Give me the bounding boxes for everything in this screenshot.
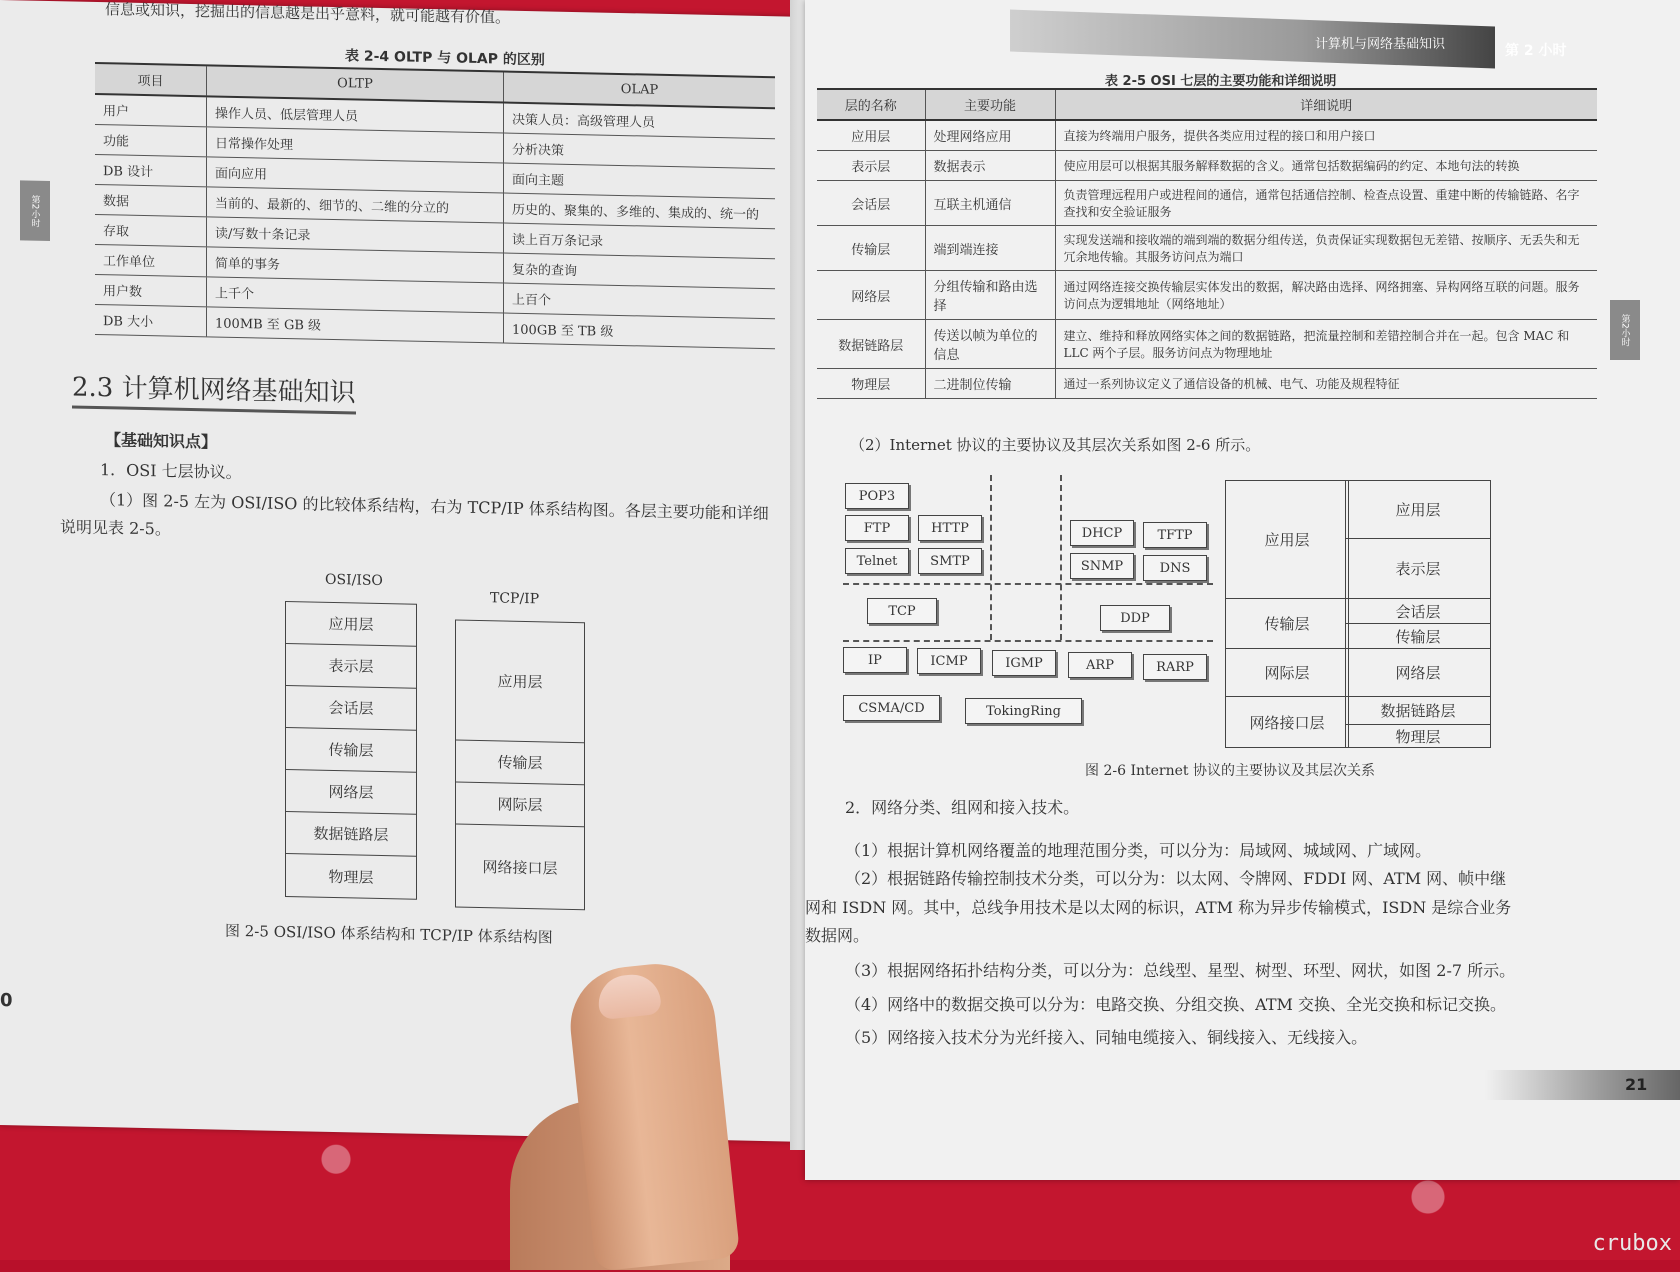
- para-2-2b: 网和 ISDN 网。其中，总线争用技术是以太网的标识，ATM 称为异步传输模式，ISDN 是综合业务: [805, 898, 1512, 917]
- table-row: [817, 226, 1597, 271]
- cell: 100MB 至 GB 级: [207, 307, 504, 343]
- cell: 操作人员、低层管理人员: [207, 96, 504, 133]
- divider-line: [843, 583, 1213, 585]
- watermark: crubox: [1592, 1231, 1672, 1256]
- header-hour: 第 2 小时: [1505, 43, 1567, 59]
- cell: 数据: [95, 184, 207, 216]
- table-row: [817, 271, 1597, 320]
- left-page: [0, 0, 815, 1142]
- th-layer-name: 层的名称: [817, 89, 925, 120]
- osi-layer: 会话层: [286, 686, 416, 731]
- table-row: [817, 120, 1597, 151]
- knowledge-point-title: 【基础知识点】: [105, 430, 218, 452]
- cell: 互联主机通信: [925, 181, 1055, 226]
- cell: 表示层: [817, 151, 925, 181]
- osi-layer: 会话层: [1346, 599, 1490, 624]
- protocol-tcp: TCP: [867, 598, 937, 624]
- protocol-pop3: POP3: [845, 483, 909, 509]
- cell: 网络层: [817, 271, 925, 320]
- protocol-snmp: SNMP: [1070, 553, 1134, 579]
- tcpip-layer: 传输层: [456, 741, 584, 786]
- cell: 工作单位: [95, 244, 207, 276]
- protocol-csma-cd: CSMA/CD: [843, 695, 940, 721]
- cell: 功能: [95, 124, 207, 156]
- para-2-5: （5）网络接入技术分为光纤接入、同轴电缆接入、铜线接入、无线接入。: [845, 1028, 1368, 1047]
- cell: 面向主题: [504, 163, 776, 199]
- th-item: 项目: [95, 63, 207, 96]
- cell: 历史的、聚集的、多维的、集成的、统一的: [504, 193, 776, 229]
- protocol-icmp: ICMP: [917, 648, 981, 674]
- cell: 数据表示: [925, 151, 1055, 181]
- cell: 分析决策: [504, 133, 776, 169]
- tcpip-layer: 传输层: [1226, 599, 1348, 649]
- cell: 用户数: [95, 274, 207, 306]
- divider-line: [990, 475, 992, 640]
- cell: 面向应用: [207, 157, 504, 193]
- item-1: 1．OSI 七层协议。: [100, 460, 242, 483]
- para-2: （2）Internet 协议的主要协议及其层次关系如图 2-6 所示。: [850, 436, 1261, 454]
- osi-layer: 物理层: [328, 867, 374, 887]
- cell: 日常操作处理: [207, 127, 504, 163]
- para-1-line-2: 说明见表 2-5。: [60, 517, 171, 539]
- cell: 使应用层可以根据其服务解释数据的含义。通常包括数据编码的约定、本地句法的转换: [1055, 151, 1597, 181]
- cell: 会话层: [817, 181, 925, 226]
- para-2-2a: （2）根据链路传输控制技术分类，可以分为：以太网、令牌网、FDDI 网、ATM 网、帧中继: [845, 869, 1507, 888]
- protocol-ddp: DDP: [1100, 605, 1170, 631]
- fig-2-6-tcpip-stack: [1225, 480, 1349, 748]
- header-text: 计算机与网络基础知识: [1315, 37, 1446, 52]
- left-top-line: 信息或知识，挖掘出的信息越是出乎意料，就可能越有价值。: [105, 0, 511, 27]
- cell: 读/写数十条记录: [207, 217, 504, 253]
- osi-layer: 应用层: [1346, 481, 1490, 539]
- cell: 简单的事务: [207, 247, 504, 283]
- table-2-4: [95, 62, 775, 349]
- cell: 传送以帧为单位的信息: [925, 320, 1055, 369]
- protocol-ftp: FTP: [845, 515, 909, 541]
- cell: 100GB 至 TB 级: [504, 313, 776, 349]
- tcpip-label: TCP/IP: [490, 590, 540, 608]
- para-2-3: （3）根据网络拓扑结构分类，可以分为：总线型、星型、树型、环型、网状，如图 2-7 所示。: [845, 961, 1516, 980]
- protocol-token-ring: TokingRing: [965, 698, 1082, 724]
- protocol-ip: IP: [843, 647, 907, 673]
- cell: 复杂的查询: [504, 253, 776, 289]
- table-row: [817, 151, 1597, 181]
- tcpip-layer: 网际层: [456, 783, 584, 828]
- osi-layer: 数据链路层: [286, 812, 416, 857]
- protocol-http: HTTP: [918, 515, 982, 541]
- table-row: [817, 369, 1597, 399]
- protocol-smtp: SMTP: [918, 548, 982, 574]
- cell: 端到端连接: [925, 226, 1055, 271]
- cell: 决策人员：高级管理人员: [504, 103, 776, 139]
- osi-layer: 传输层: [1346, 624, 1490, 649]
- osi-layer: 传输层: [286, 728, 416, 773]
- cell: DB 大小: [95, 304, 207, 336]
- cell: 传输层: [817, 226, 925, 271]
- protocol-arp: ARP: [1068, 652, 1132, 678]
- table-row: [817, 181, 1597, 226]
- right-side-tab: 第2小时: [1610, 300, 1640, 360]
- th-oltp: OLTP: [207, 65, 504, 102]
- osi-layer: 数据链路层: [1346, 697, 1490, 725]
- cell: 二进制位传输: [925, 369, 1055, 399]
- right-page: [805, 0, 1680, 1180]
- osi-layer: 网络层: [1346, 649, 1490, 697]
- fig-2-6-osi-stack: [1345, 480, 1491, 748]
- th-olap: OLAP: [504, 72, 776, 109]
- item-2: 2．网络分类、组网和接入技术。: [845, 798, 1080, 817]
- tcpip-stack-fig-2-5: [455, 620, 585, 911]
- fig-2-5-caption: 图 2-5 OSI/ISO 体系结构和 TCP/IP 体系结构图: [225, 921, 553, 947]
- cell: 应用层: [817, 120, 925, 151]
- cell: 分组传输和路由选择: [925, 271, 1055, 320]
- table-row: [817, 320, 1597, 369]
- para-2-4: （4）网络中的数据交换可以分为：电路交换、分组交换、ATM 交换、全光交换和标记交换。: [845, 995, 1507, 1014]
- table-2-5-title: 表 2-5 OSI 七层的主要功能和详细说明: [1105, 74, 1337, 89]
- table-2-4-title: 表 2-4 OLTP 与 OLAP 的区别: [345, 48, 545, 69]
- cell: 上千个: [207, 277, 504, 313]
- cell: 直接为终端用户服务，提供各类应用过程的接口和用户接口: [1055, 120, 1597, 151]
- cell: 读上百万条记录: [504, 223, 776, 259]
- table-2-5: [817, 88, 1597, 399]
- para-1-line-1: （1）图 2-5 左为 OSI/ISO 的比较体系结构，右为 TCP/IP 体系结构图。各层主要功能和详细: [100, 490, 769, 524]
- tcpip-layer: 应用层: [456, 621, 584, 744]
- cell: 通过网络连接交换传输层实体发出的数据，解决路由选择、网络拥塞、异构网络互联的问题。服务访问点为逻辑地址（网络地址）: [1055, 271, 1597, 320]
- left-side-tab: 第2小时: [20, 180, 50, 241]
- cell: 当前的、最新的、细节的、二维的分立的: [207, 187, 504, 223]
- footer-bar: [1485, 1070, 1680, 1100]
- osi-layer: 应用层: [286, 602, 416, 647]
- osi-layer: 表示层: [286, 644, 416, 689]
- tcpip-layer: 网际层: [1226, 649, 1348, 697]
- protocol-tftp: TFTP: [1143, 522, 1207, 548]
- cell: 存取: [95, 214, 207, 246]
- protocol-igmp: IGMP: [992, 650, 1056, 676]
- section-title: 2.3 计算机网络基础知识: [72, 367, 356, 415]
- osi-layer: 表示层: [1346, 539, 1490, 599]
- para-2-1: （1）根据计算机网络覆盖的地理范围分类，可以分为：局域网、城域网、广域网。: [845, 841, 1432, 860]
- osi-layer: 网络层: [286, 770, 416, 815]
- protocol-telnet: Telnet: [845, 548, 909, 574]
- th-main-function: 主要功能: [925, 89, 1055, 120]
- osi-layer: 物理层: [1395, 727, 1441, 746]
- cell: 物理层: [817, 369, 925, 399]
- divider-line: [1060, 475, 1062, 640]
- cell: DB 设计: [95, 154, 207, 186]
- right-page-number: 21: [1625, 1075, 1648, 1094]
- cell: 通过一系列协议定义了通信设备的机械、电气、功能及规程特征: [1055, 369, 1597, 399]
- tcpip-layer: 网络接口层: [1249, 713, 1325, 732]
- protocol-rarp: RARP: [1143, 654, 1207, 680]
- protocol-dhcp: DHCP: [1070, 520, 1134, 546]
- cell: 用户: [95, 94, 207, 127]
- cell: 负责管理远程用户或进程间的通信，通常包括通信控制、检查点设置、重建中断的传输链路、名字查找和安全验证服务: [1055, 181, 1597, 226]
- cell: 上百个: [504, 283, 776, 319]
- left-page-number: 0: [0, 990, 13, 1012]
- cell: 建立、维持和释放网络实体之间的数据链路，把流量控制和差错控制合并在一起。包含 MAC 和 LLC 两个子层。服务访问点为物理地址: [1055, 320, 1597, 369]
- tcpip-layer: 应用层: [1226, 481, 1348, 599]
- cell: 处理网络应用: [925, 120, 1055, 151]
- tcpip-layer: 网络接口层: [482, 857, 558, 878]
- osi-label: OSI/ISO: [325, 571, 383, 590]
- fig-2-6-caption: 图 2-6 Internet 协议的主要协议及其层次关系: [1085, 763, 1375, 779]
- osi-stack-fig-2-5: [285, 601, 417, 900]
- divider-line: [843, 640, 1213, 642]
- cell: 数据链路层: [817, 320, 925, 369]
- th-detail: 详细说明: [1055, 89, 1597, 120]
- cell: 实现发送端和接收端的端到端的数据分组传送，负责保证实现数据包无差错、按顺序、无丢失和无冗余地传输。其服务访问点为端口: [1055, 226, 1597, 271]
- protocol-dns: DNS: [1143, 555, 1207, 581]
- para-2-2c: 数据网。: [805, 926, 870, 945]
